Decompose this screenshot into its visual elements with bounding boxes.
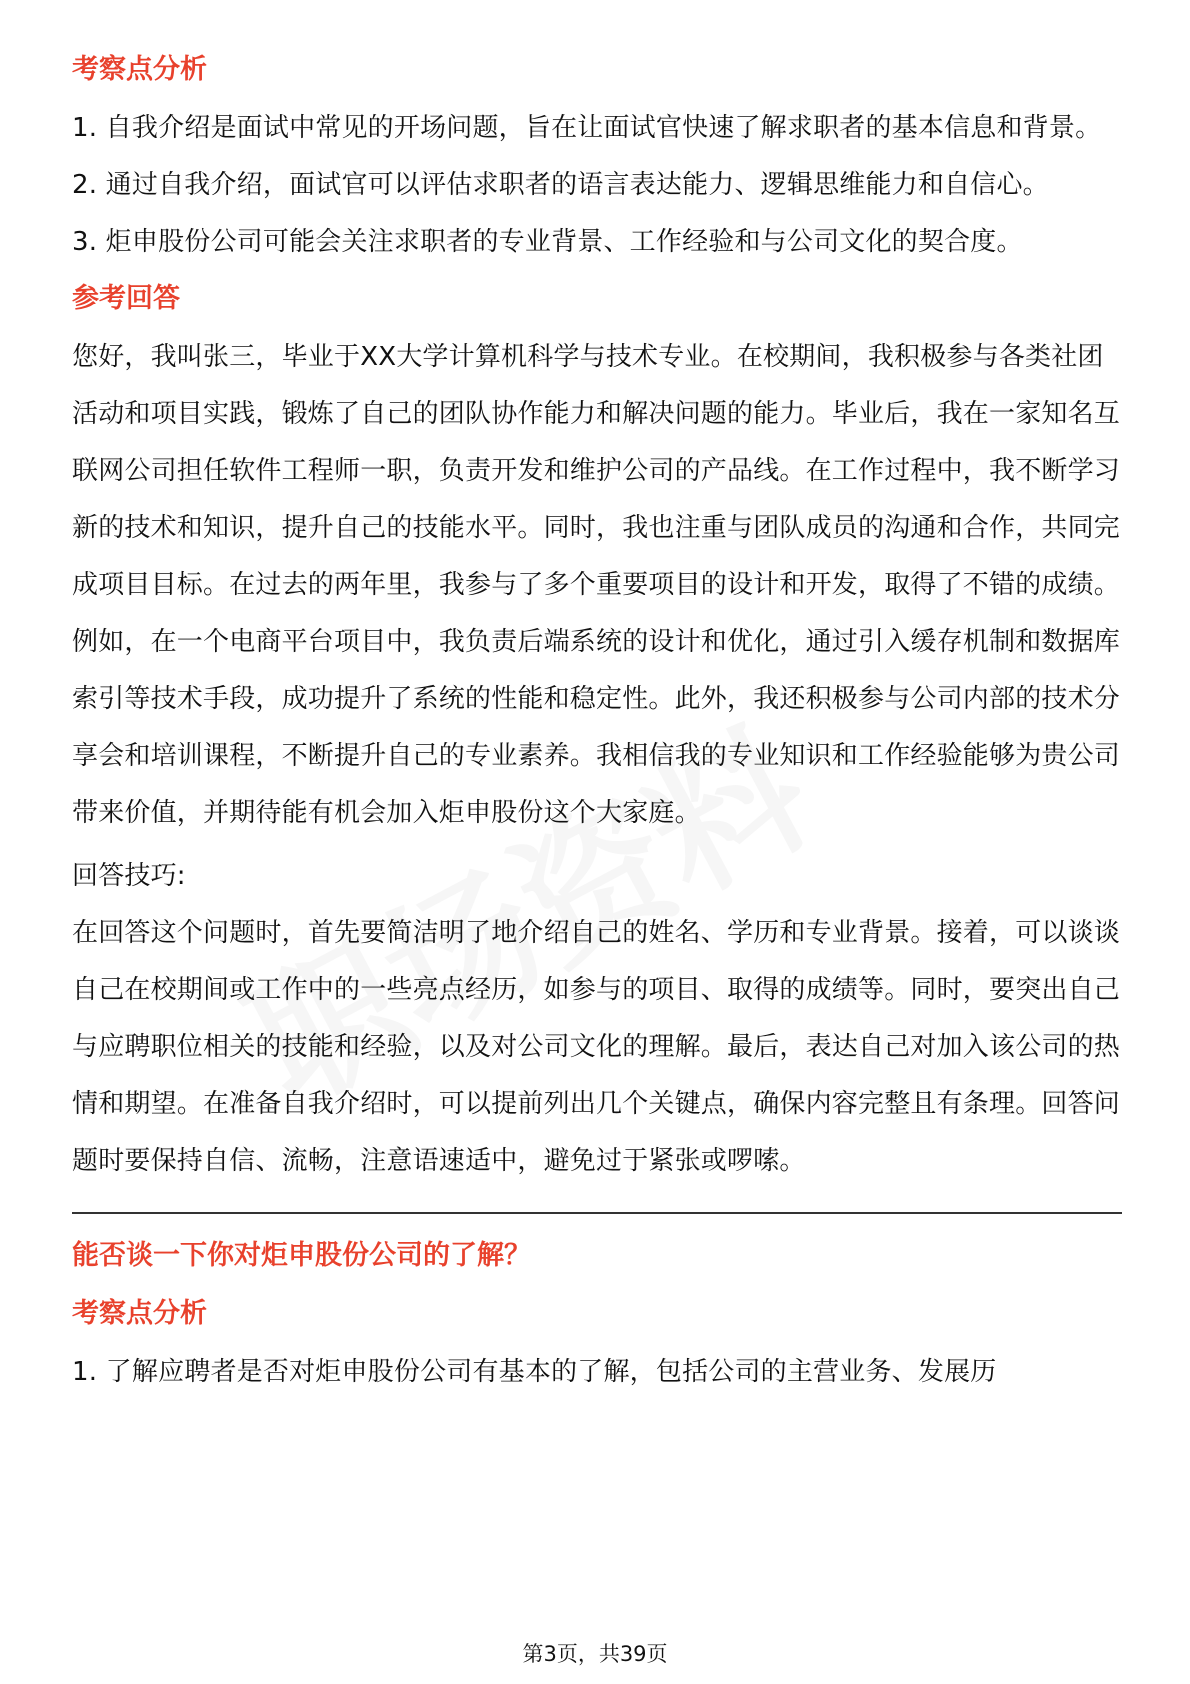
analysis-point-1: 1. 自我介绍是面试中常见的开场问题，旨在让面试官快速了解求职者的基本信息和背景。 — [72, 113, 1102, 143]
analysis-heading: 考察点分析 — [72, 54, 207, 85]
analysis-point-2-1: 1. 了解应聘者是否对炬申股份公司有基本的了解，包括公司的主营业务、发展历 — [72, 1357, 997, 1387]
answer-tips: 在回答这个问题时，首先要简洁明了地介绍自己的姓名、学历和专业背景。接着，可以谈谈自己在校期间或工作中的一些亮点经历，如参与的项目、取得的成绩等。同时，要突出自己与应聘职位相关的技能和经验，以及对公司文化的理解。最后，表达自己对加入该公司的热情和期望。在准备自我介绍时，可以提前列出几个关键点，确保内容完整且有条理。回答问题时要保持自信、流畅，注意语速适中，避免过于紧张或啰嗦。 — [72, 918, 1121, 1176]
page-footer: 第3页，共39页 — [522, 1642, 668, 1666]
analysis-point-3: 3. 炬申股份公司可能会关注求职者的专业背景、工作经验和与公司文化的契合度。 — [72, 227, 1023, 257]
tips-label: 回答技巧: — [72, 861, 186, 891]
question-title: 能否谈一下你对炬申股份公司的了解？ — [72, 1240, 531, 1271]
section-divider — [72, 1212, 1122, 1214]
page-content — [72, 48, 1122, 1401]
analysis-heading-2: 考察点分析 — [72, 1298, 207, 1329]
answer-heading: 参考回答 — [72, 283, 180, 314]
analysis-point-2: 2. 通过自我介绍，面试官可以评估求职者的语言表达能力、逻辑思维能力和自信心。 — [72, 170, 1049, 200]
reference-answer: 您好，我叫张三，毕业于XX大学计算机科学与技术专业。在校期间，我积极参与各类社团活动和项目实践，锻炼了自己的团队协作能力和解决问题的能力。毕业后，我在一家知名互联网公司担任软件工程师一职，负责开发和维护公司的产品线。在工作过程中，我不断学习新的技术和知识，提升自己的技能水平。同时，我也注重与团队成员的沟通和合作，共同完成项目目标。在过去的两年里，我参与了多个重要项目的设计和开发，取得了不错的成绩。例如，在一个电商平台项目中，我负责后端系统的设计和优化，通过引入缓存机制和数据库索引等技术手段，成功提升了系统的性能和稳定性。此外，我还积极参与公司内部的技术分享会和培训课程，不断提升自己的专业素养。我相信我的专业知识和工作经验能够为贵公司带来价值，并期待能有机会加入炬申股份这个大家庭。 — [72, 342, 1121, 828]
